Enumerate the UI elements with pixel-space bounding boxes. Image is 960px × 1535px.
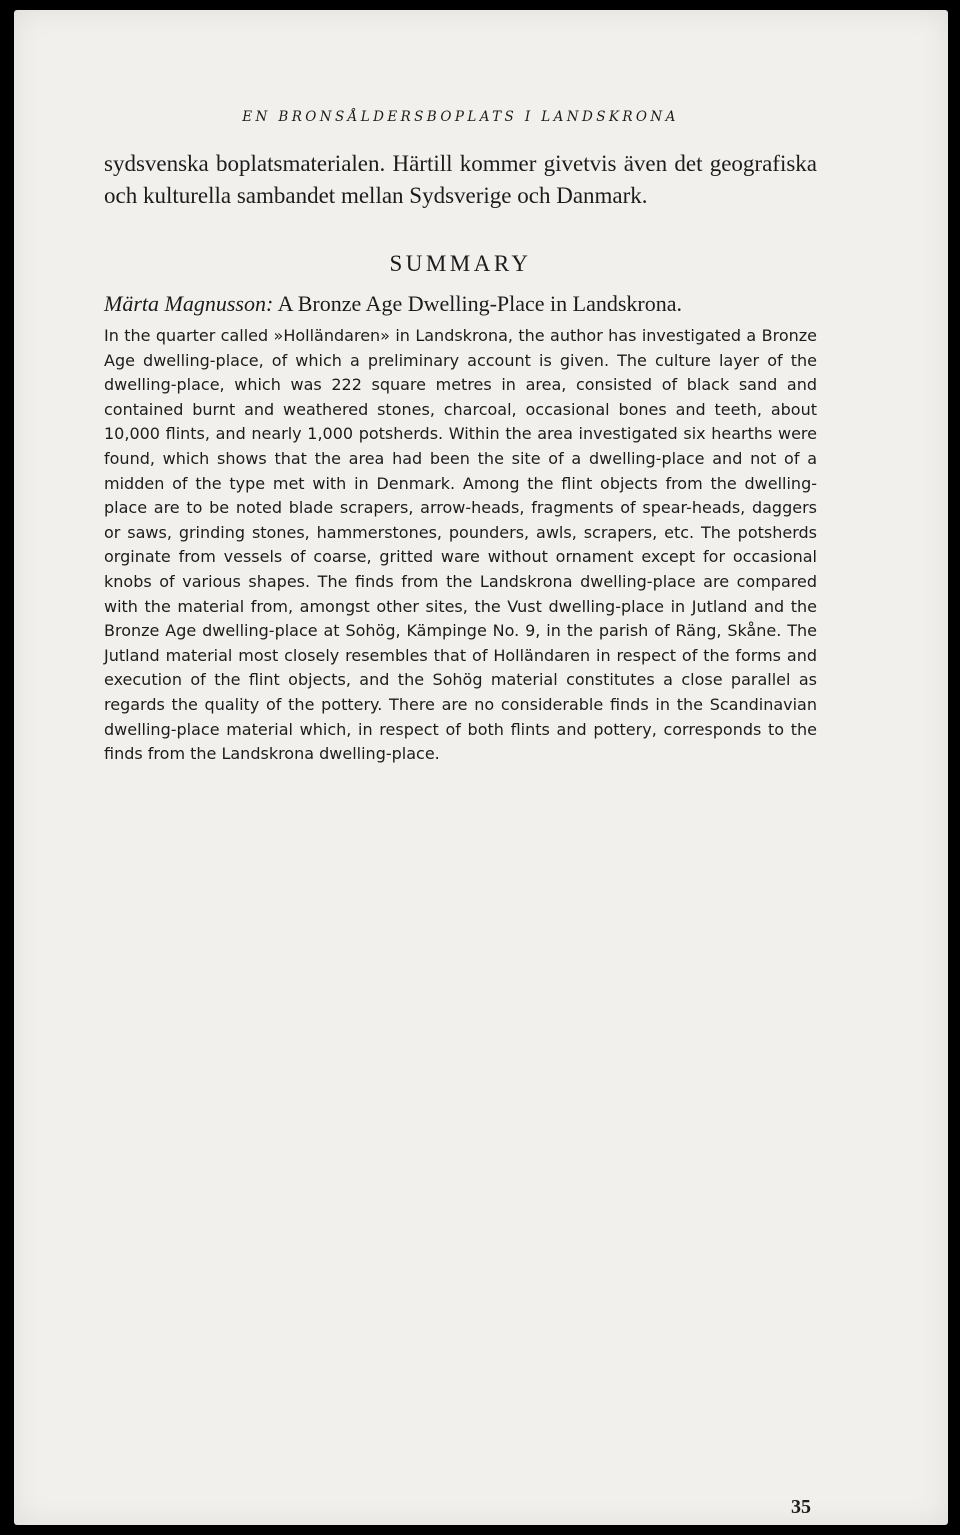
- summary-heading: SUMMARY: [389, 251, 532, 276]
- summary-author: Märta Magnusson:: [104, 291, 274, 316]
- summary-byline: [104, 290, 817, 318]
- summary-title: A Bronze Age Dwelling-Place in Landskrona.: [273, 291, 683, 316]
- running-head: EN BRONSÅLDERSBOPLATS I LANDSKRONA: [242, 109, 679, 125]
- page-number: 35: [791, 1496, 811, 1518]
- page-sheet: [14, 10, 948, 1525]
- page-content: [104, 108, 817, 767]
- summary-body: In the quarter called »Holländaren» in Landskrona, the author has investigated a Bronze Age dwelling-place, of which a preliminary account is given. The culture layer of the dwelling-place, which was 222 square metres in area, consisted of black sand and contained burnt and weathered stones, charcoal, occasional bones and teeth, about 10,000 flints, and nearly 1,000 potsherds. Within the area investigated six hearths were found, which shows that the area had been the site of a dwelling-place and not of a midden of the type met with in Denmark. Among the flint objects from the dwelling-place are to be noted blade scrapers, arrow-heads, fragments of spear-heads, daggers or saws, grinding stones, hammerstones, pounders, awls, scrapers, etc. The potsherds orginate from vessels of coarse, gritted ware without ornament except for occasional knobs of various shapes. The finds from the Landskrona dwelling-place are compared with the material from, amongst other sites, the Vust dwelling-place in Jutland and the Bronze Age dwelling-place at Sohög, Kämpinge No. 9, in the parish of Räng, Skåne. The Jutland material most closely resembles that of Holländaren in respect of the forms and execution of the flint objects, and the Sohög material constitutes a close parallel as regards the quality of the pottery. There are no considerable finds in the Scandinavian dwelling-place material which, in respect of both flints and pottery, corresponds to the finds from the Landskrona dwelling-place.: [104, 326, 817, 764]
- intro-paragraph: sydsvenska boplatsmaterialen. Härtill kommer givetvis även det geografiska och kulturella sambandet mellan Sydsverige och Danmark.: [104, 151, 817, 208]
